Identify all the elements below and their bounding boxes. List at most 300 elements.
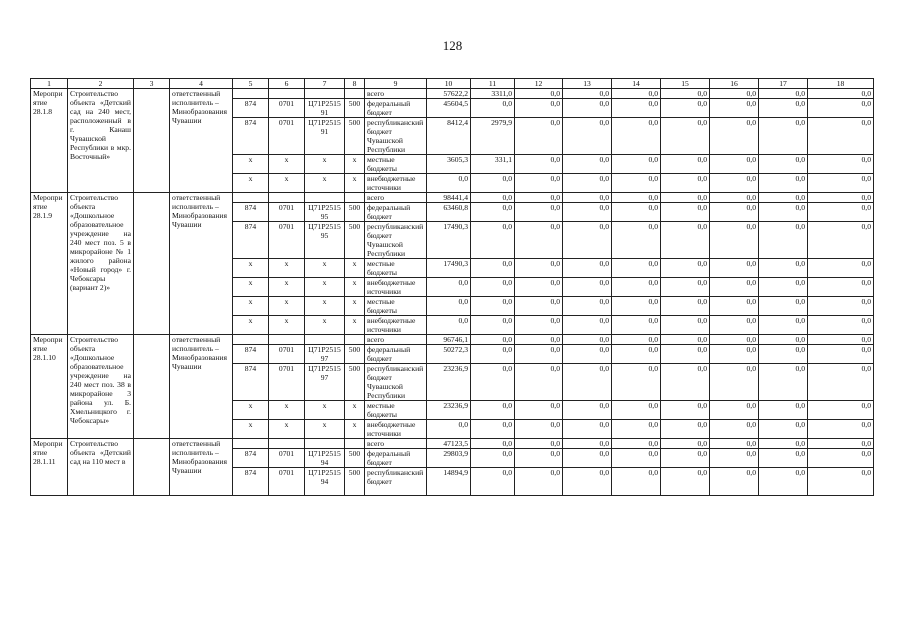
expense-type-cell: 500 (345, 345, 365, 364)
target-article-cell: x (305, 155, 345, 174)
amount-cell-12: 0,0 (515, 401, 563, 420)
page-number: 128 (442, 38, 463, 53)
funding-source-cell: федеральный бюджет (365, 345, 427, 364)
amount-cell-11: 0,0 (471, 439, 515, 449)
amount-cell-12: 0,0 (515, 345, 563, 364)
amount-cell-16: 0,0 (710, 203, 759, 222)
grbs-cell: 874 (233, 364, 269, 401)
amount-cell-17: 0,0 (759, 439, 808, 449)
amount-cell-11: 0,0 (471, 278, 515, 297)
amount-cell-17: 0,0 (759, 222, 808, 259)
funding-source-cell: всего (365, 193, 427, 203)
amount-cell-16: 0,0 (710, 345, 759, 364)
amount-cell-12: 0,0 (515, 155, 563, 174)
column-header-6: 6 (269, 79, 305, 89)
amount-cell-14: 0,0 (612, 118, 661, 155)
grbs-cell: 874 (233, 222, 269, 259)
grbs-cell: 874 (233, 203, 269, 222)
amount-cell-12: 0,0 (515, 278, 563, 297)
amount-cell-13: 0,0 (563, 155, 612, 174)
amount-cell-13: 0,0 (563, 316, 612, 335)
amount-cell-17: 0,0 (759, 401, 808, 420)
target-article-cell: Ц71Р251594 (305, 468, 345, 496)
amount-cell-13: 0,0 (563, 364, 612, 401)
amount-cell-10: 45604,5 (427, 99, 471, 118)
amount-cell-15: 0,0 (661, 222, 710, 259)
amount-cell-16: 0,0 (710, 401, 759, 420)
amount-cell-16: 0,0 (710, 316, 759, 335)
column-header-10: 10 (427, 79, 471, 89)
target-article-cell: Ц71Р251597 (305, 345, 345, 364)
amount-cell-11: 331,1 (471, 155, 515, 174)
amount-cell-12: 0,0 (515, 259, 563, 278)
funding-source-cell: местные бюджеты (365, 155, 427, 174)
amount-cell-16: 0,0 (710, 335, 759, 345)
amount-cell-17: 0,0 (759, 193, 808, 203)
amount-cell-15: 0,0 (661, 449, 710, 468)
amount-cell-12: 0,0 (515, 364, 563, 401)
amount-cell-10: 17490,3 (427, 222, 471, 259)
amount-cell-12: 0,0 (515, 335, 563, 345)
section-cell (269, 89, 305, 99)
amount-cell-16: 0,0 (710, 420, 759, 439)
grbs-cell: x (233, 420, 269, 439)
amount-cell-15: 0,0 (661, 420, 710, 439)
target-article-cell: x (305, 316, 345, 335)
amount-cell-10: 57622,2 (427, 89, 471, 99)
amount-cell-18: 0,0 (808, 193, 874, 203)
amount-cell-14: 0,0 (612, 193, 661, 203)
table-row (31, 439, 874, 449)
amount-cell-14: 0,0 (612, 297, 661, 316)
expense-type-cell: x (345, 155, 365, 174)
amount-cell-15: 0,0 (661, 335, 710, 345)
amount-cell-16: 0,0 (710, 99, 759, 118)
amount-cell-13: 0,0 (563, 401, 612, 420)
funding-source-cell: республиканский бюджет (365, 468, 427, 496)
column-header-14: 14 (612, 79, 661, 89)
amount-cell-13: 0,0 (563, 99, 612, 118)
target-article-cell (305, 335, 345, 345)
amount-cell-14: 0,0 (612, 89, 661, 99)
amount-cell-15: 0,0 (661, 118, 710, 155)
section-cell (269, 335, 305, 345)
section-cell: x (269, 259, 305, 278)
amount-cell-11: 3311,0 (471, 89, 515, 99)
column-header-8: 8 (345, 79, 365, 89)
amount-cell-17: 0,0 (759, 364, 808, 401)
responsible-cell: ответственный исполнитель – Минобразования Чувашии (170, 335, 233, 439)
target-article-cell: x (305, 259, 345, 278)
amount-cell-14: 0,0 (612, 278, 661, 297)
amount-cell-17: 0,0 (759, 99, 808, 118)
amount-cell-14: 0,0 (612, 203, 661, 222)
amount-cell-15: 0,0 (661, 297, 710, 316)
amount-cell-15: 0,0 (661, 89, 710, 99)
amount-cell-10: 23236,9 (427, 401, 471, 420)
amount-cell-13: 0,0 (563, 420, 612, 439)
expense-type-cell: 500 (345, 203, 365, 222)
amount-cell-10: 0,0 (427, 316, 471, 335)
amount-cell-15: 0,0 (661, 468, 710, 496)
amount-cell-16: 0,0 (710, 278, 759, 297)
amount-cell-14: 0,0 (612, 335, 661, 345)
funding-source-cell: республиканский бюджет Чувашской Республики (365, 222, 427, 259)
column-header-11: 11 (471, 79, 515, 89)
amount-cell-13: 0,0 (563, 345, 612, 364)
amount-cell-18: 0,0 (808, 174, 874, 193)
amount-cell-15: 0,0 (661, 364, 710, 401)
amount-cell-11: 0,0 (471, 420, 515, 439)
amount-cell-18: 0,0 (808, 316, 874, 335)
amount-cell-12: 0,0 (515, 316, 563, 335)
section-cell: 0701 (269, 364, 305, 401)
grbs-cell: 874 (233, 118, 269, 155)
event-name-cell: Строительство объекта «Дошкольное образовательное учреждение на 240 мест поз. 38 в микрорайоне 3 района ул. Б. Хмельницкого г. Чебоксары» (68, 335, 134, 439)
amount-cell-10: 47123,5 (427, 439, 471, 449)
amount-cell-11: 0,0 (471, 193, 515, 203)
amount-cell-15: 0,0 (661, 401, 710, 420)
target-article-cell: x (305, 420, 345, 439)
amount-cell-12: 0,0 (515, 193, 563, 203)
section-cell: 0701 (269, 345, 305, 364)
empty-cell-col3 (134, 335, 170, 439)
amount-cell-14: 0,0 (612, 420, 661, 439)
amount-cell-18: 0,0 (808, 99, 874, 118)
amount-cell-11: 0,0 (471, 345, 515, 364)
expense-type-cell: x (345, 401, 365, 420)
amount-cell-13: 0,0 (563, 468, 612, 496)
amount-cell-17: 0,0 (759, 118, 808, 155)
section-cell: x (269, 297, 305, 316)
target-article-cell: Ц71Р251597 (305, 364, 345, 401)
table-row (31, 89, 874, 99)
amount-cell-11: 0,0 (471, 259, 515, 278)
amount-cell-10: 0,0 (427, 297, 471, 316)
amount-cell-14: 0,0 (612, 468, 661, 496)
amount-cell-10: 0,0 (427, 420, 471, 439)
section-cell: 0701 (269, 203, 305, 222)
target-article-cell (305, 439, 345, 449)
amount-cell-18: 0,0 (808, 468, 874, 496)
amount-cell-18: 0,0 (808, 297, 874, 316)
amount-cell-11: 0,0 (471, 99, 515, 118)
grbs-cell: x (233, 401, 269, 420)
event-code-cell: Мероприятие 28.1.9 (31, 193, 68, 335)
amount-cell-14: 0,0 (612, 364, 661, 401)
amount-cell-14: 0,0 (612, 259, 661, 278)
amount-cell-11: 0,0 (471, 297, 515, 316)
funding-source-cell: федеральный бюджет (365, 203, 427, 222)
target-article-cell: Ц71Р251591 (305, 118, 345, 155)
amount-cell-11: 0,0 (471, 401, 515, 420)
amount-cell-18: 0,0 (808, 203, 874, 222)
column-header-4: 4 (170, 79, 233, 89)
amount-cell-14: 0,0 (612, 449, 661, 468)
amount-cell-16: 0,0 (710, 89, 759, 99)
expense-type-cell (345, 335, 365, 345)
amount-cell-18: 0,0 (808, 89, 874, 99)
amount-cell-14: 0,0 (612, 401, 661, 420)
amount-cell-11: 0,0 (471, 335, 515, 345)
amount-cell-12: 0,0 (515, 420, 563, 439)
target-article-cell: x (305, 297, 345, 316)
column-header-17: 17 (759, 79, 808, 89)
amount-cell-14: 0,0 (612, 155, 661, 174)
column-header-16: 16 (710, 79, 759, 89)
amount-cell-14: 0,0 (612, 345, 661, 364)
funding-source-cell: внебюджетные источники (365, 420, 427, 439)
target-article-cell: Ц71Р251595 (305, 203, 345, 222)
amount-cell-16: 0,0 (710, 155, 759, 174)
expense-type-cell: 500 (345, 222, 365, 259)
column-header-7: 7 (305, 79, 345, 89)
amount-cell-14: 0,0 (612, 99, 661, 118)
amount-cell-11: 0,0 (471, 468, 515, 496)
amount-cell-16: 0,0 (710, 449, 759, 468)
funding-source-cell: всего (365, 439, 427, 449)
amount-cell-12: 0,0 (515, 468, 563, 496)
amount-cell-15: 0,0 (661, 278, 710, 297)
funding-source-cell: федеральный бюджет (365, 99, 427, 118)
section-cell: 0701 (269, 468, 305, 496)
amount-cell-18: 0,0 (808, 259, 874, 278)
section-cell: 0701 (269, 449, 305, 468)
amount-cell-13: 0,0 (563, 222, 612, 259)
amount-cell-16: 0,0 (710, 364, 759, 401)
table-row (31, 335, 874, 345)
amount-cell-14: 0,0 (612, 174, 661, 193)
amount-cell-12: 0,0 (515, 174, 563, 193)
funding-source-cell: местные бюджеты (365, 401, 427, 420)
amount-cell-13: 0,0 (563, 193, 612, 203)
amount-cell-17: 0,0 (759, 316, 808, 335)
column-header-13: 13 (563, 79, 612, 89)
amount-cell-16: 0,0 (710, 174, 759, 193)
amount-cell-17: 0,0 (759, 449, 808, 468)
table-header (31, 79, 874, 89)
grbs-cell: 874 (233, 345, 269, 364)
target-article-cell: x (305, 174, 345, 193)
amount-cell-14: 0,0 (612, 222, 661, 259)
amount-cell-10: 98441,4 (427, 193, 471, 203)
funding-source-cell: внебюджетные источники (365, 316, 427, 335)
amount-cell-13: 0,0 (563, 118, 612, 155)
amount-cell-16: 0,0 (710, 259, 759, 278)
expense-type-cell: x (345, 297, 365, 316)
section-cell: 0701 (269, 222, 305, 259)
expense-type-cell: x (345, 420, 365, 439)
amount-cell-12: 0,0 (515, 222, 563, 259)
responsible-cell: ответственный исполнитель – Минобразования Чувашии (170, 89, 233, 193)
amount-cell-17: 0,0 (759, 345, 808, 364)
amount-cell-12: 0,0 (515, 297, 563, 316)
amount-cell-18: 0,0 (808, 278, 874, 297)
amount-cell-11: 0,0 (471, 364, 515, 401)
amount-cell-15: 0,0 (661, 203, 710, 222)
amount-cell-15: 0,0 (661, 345, 710, 364)
section-cell: x (269, 401, 305, 420)
grbs-cell: 874 (233, 99, 269, 118)
funding-source-cell: местные бюджеты (365, 259, 427, 278)
amount-cell-17: 0,0 (759, 155, 808, 174)
amount-cell-10: 63460,8 (427, 203, 471, 222)
target-article-cell: x (305, 278, 345, 297)
amount-cell-15: 0,0 (661, 174, 710, 193)
section-cell (269, 439, 305, 449)
amount-cell-10: 17490,3 (427, 259, 471, 278)
amount-cell-12: 0,0 (515, 449, 563, 468)
amount-cell-14: 0,0 (612, 439, 661, 449)
expense-type-cell: x (345, 278, 365, 297)
target-article-cell (305, 193, 345, 203)
amount-cell-13: 0,0 (563, 203, 612, 222)
amount-cell-16: 0,0 (710, 297, 759, 316)
funding-source-cell: внебюджетные источники (365, 174, 427, 193)
grbs-cell: 874 (233, 468, 269, 496)
responsible-cell: ответственный исполнитель – Минобразования Чувашии (170, 439, 233, 496)
column-header-3: 3 (134, 79, 170, 89)
target-article-cell: Ц71Р251594 (305, 449, 345, 468)
grbs-cell: x (233, 174, 269, 193)
budget-table (30, 78, 874, 496)
expense-type-cell: 500 (345, 468, 365, 496)
grbs-cell: x (233, 155, 269, 174)
amount-cell-13: 0,0 (563, 278, 612, 297)
amount-cell-15: 0,0 (661, 99, 710, 118)
amount-cell-10: 8412,4 (427, 118, 471, 155)
amount-cell-12: 0,0 (515, 99, 563, 118)
amount-cell-13: 0,0 (563, 335, 612, 345)
amount-cell-17: 0,0 (759, 468, 808, 496)
amount-cell-15: 0,0 (661, 259, 710, 278)
amount-cell-16: 0,0 (710, 439, 759, 449)
empty-cell-col3 (134, 193, 170, 335)
amount-cell-12: 0,0 (515, 89, 563, 99)
amount-cell-10: 14894,9 (427, 468, 471, 496)
expense-type-cell: 500 (345, 364, 365, 401)
grbs-cell: x (233, 297, 269, 316)
grbs-cell (233, 335, 269, 345)
section-cell: x (269, 278, 305, 297)
expense-type-cell: x (345, 174, 365, 193)
amount-cell-15: 0,0 (661, 316, 710, 335)
amount-cell-11: 0,0 (471, 316, 515, 335)
amount-cell-10: 3605,3 (427, 155, 471, 174)
column-header-1: 1 (31, 79, 68, 89)
amount-cell-18: 0,0 (808, 118, 874, 155)
amount-cell-17: 0,0 (759, 89, 808, 99)
grbs-cell: x (233, 316, 269, 335)
amount-cell-13: 0,0 (563, 439, 612, 449)
amount-cell-18: 0,0 (808, 420, 874, 439)
grbs-cell: x (233, 278, 269, 297)
funding-source-cell: внебюджетные источники (365, 278, 427, 297)
empty-cell-col3 (134, 89, 170, 193)
amount-cell-18: 0,0 (808, 345, 874, 364)
amount-cell-16: 0,0 (710, 193, 759, 203)
amount-cell-11: 0,0 (471, 222, 515, 259)
amount-cell-15: 0,0 (661, 155, 710, 174)
amount-cell-11: 0,0 (471, 203, 515, 222)
amount-cell-13: 0,0 (563, 174, 612, 193)
amount-cell-16: 0,0 (710, 222, 759, 259)
amount-cell-13: 0,0 (563, 297, 612, 316)
amount-cell-18: 0,0 (808, 401, 874, 420)
funding-source-cell: республиканский бюджет Чувашской Республики (365, 118, 427, 155)
grbs-cell (233, 193, 269, 203)
amount-cell-18: 0,0 (808, 449, 874, 468)
amount-cell-13: 0,0 (563, 449, 612, 468)
target-article-cell: Ц71Р251591 (305, 99, 345, 118)
amount-cell-17: 0,0 (759, 278, 808, 297)
grbs-cell (233, 89, 269, 99)
amount-cell-12: 0,0 (515, 203, 563, 222)
empty-cell-col3 (134, 439, 170, 496)
expense-type-cell (345, 439, 365, 449)
expense-type-cell (345, 89, 365, 99)
amount-cell-18: 0,0 (808, 155, 874, 174)
amount-cell-12: 0,0 (515, 118, 563, 155)
expense-type-cell: 500 (345, 449, 365, 468)
amount-cell-11: 2979,9 (471, 118, 515, 155)
column-header-12: 12 (515, 79, 563, 89)
amount-cell-14: 0,0 (612, 316, 661, 335)
amount-cell-17: 0,0 (759, 335, 808, 345)
amount-cell-18: 0,0 (808, 335, 874, 345)
funding-source-cell: всего (365, 89, 427, 99)
amount-cell-11: 0,0 (471, 449, 515, 468)
target-article-cell: x (305, 401, 345, 420)
amount-cell-17: 0,0 (759, 420, 808, 439)
grbs-cell (233, 439, 269, 449)
section-cell (269, 193, 305, 203)
event-name-cell: Строительство объекта «Дошкольное образовательное учреждение на 240 мест поз. 5 в микрорайоне № 1 жилого района «Новый город» г. Чебоксары (вариант 2)» (68, 193, 134, 335)
amount-cell-15: 0,0 (661, 439, 710, 449)
amount-cell-17: 0,0 (759, 203, 808, 222)
column-header-9: 9 (365, 79, 427, 89)
amount-cell-17: 0,0 (759, 174, 808, 193)
grbs-cell: 874 (233, 449, 269, 468)
amount-cell-10: 23236,9 (427, 364, 471, 401)
section-cell: x (269, 174, 305, 193)
amount-cell-10: 29803,9 (427, 449, 471, 468)
funding-source-cell: местные бюджеты (365, 297, 427, 316)
amount-cell-11: 0,0 (471, 174, 515, 193)
funding-source-cell: федеральный бюджет (365, 449, 427, 468)
section-cell: x (269, 316, 305, 335)
expense-type-cell: 500 (345, 99, 365, 118)
target-article-cell (305, 89, 345, 99)
amount-cell-18: 0,0 (808, 364, 874, 401)
expense-type-cell: 500 (345, 118, 365, 155)
funding-source-cell: республиканский бюджет Чувашской Республики (365, 364, 427, 401)
section-cell: x (269, 155, 305, 174)
responsible-cell: ответственный исполнитель – Минобразования Чувашии (170, 193, 233, 335)
expense-type-cell (345, 193, 365, 203)
column-header-18: 18 (808, 79, 874, 89)
amount-cell-10: 50272,3 (427, 345, 471, 364)
target-article-cell: Ц71Р251595 (305, 222, 345, 259)
table-row (31, 193, 874, 203)
grbs-cell: x (233, 259, 269, 278)
amount-cell-16: 0,0 (710, 118, 759, 155)
amount-cell-10: 0,0 (427, 174, 471, 193)
section-cell: x (269, 420, 305, 439)
amount-cell-17: 0,0 (759, 259, 808, 278)
column-header-5: 5 (233, 79, 269, 89)
amount-cell-12: 0,0 (515, 439, 563, 449)
